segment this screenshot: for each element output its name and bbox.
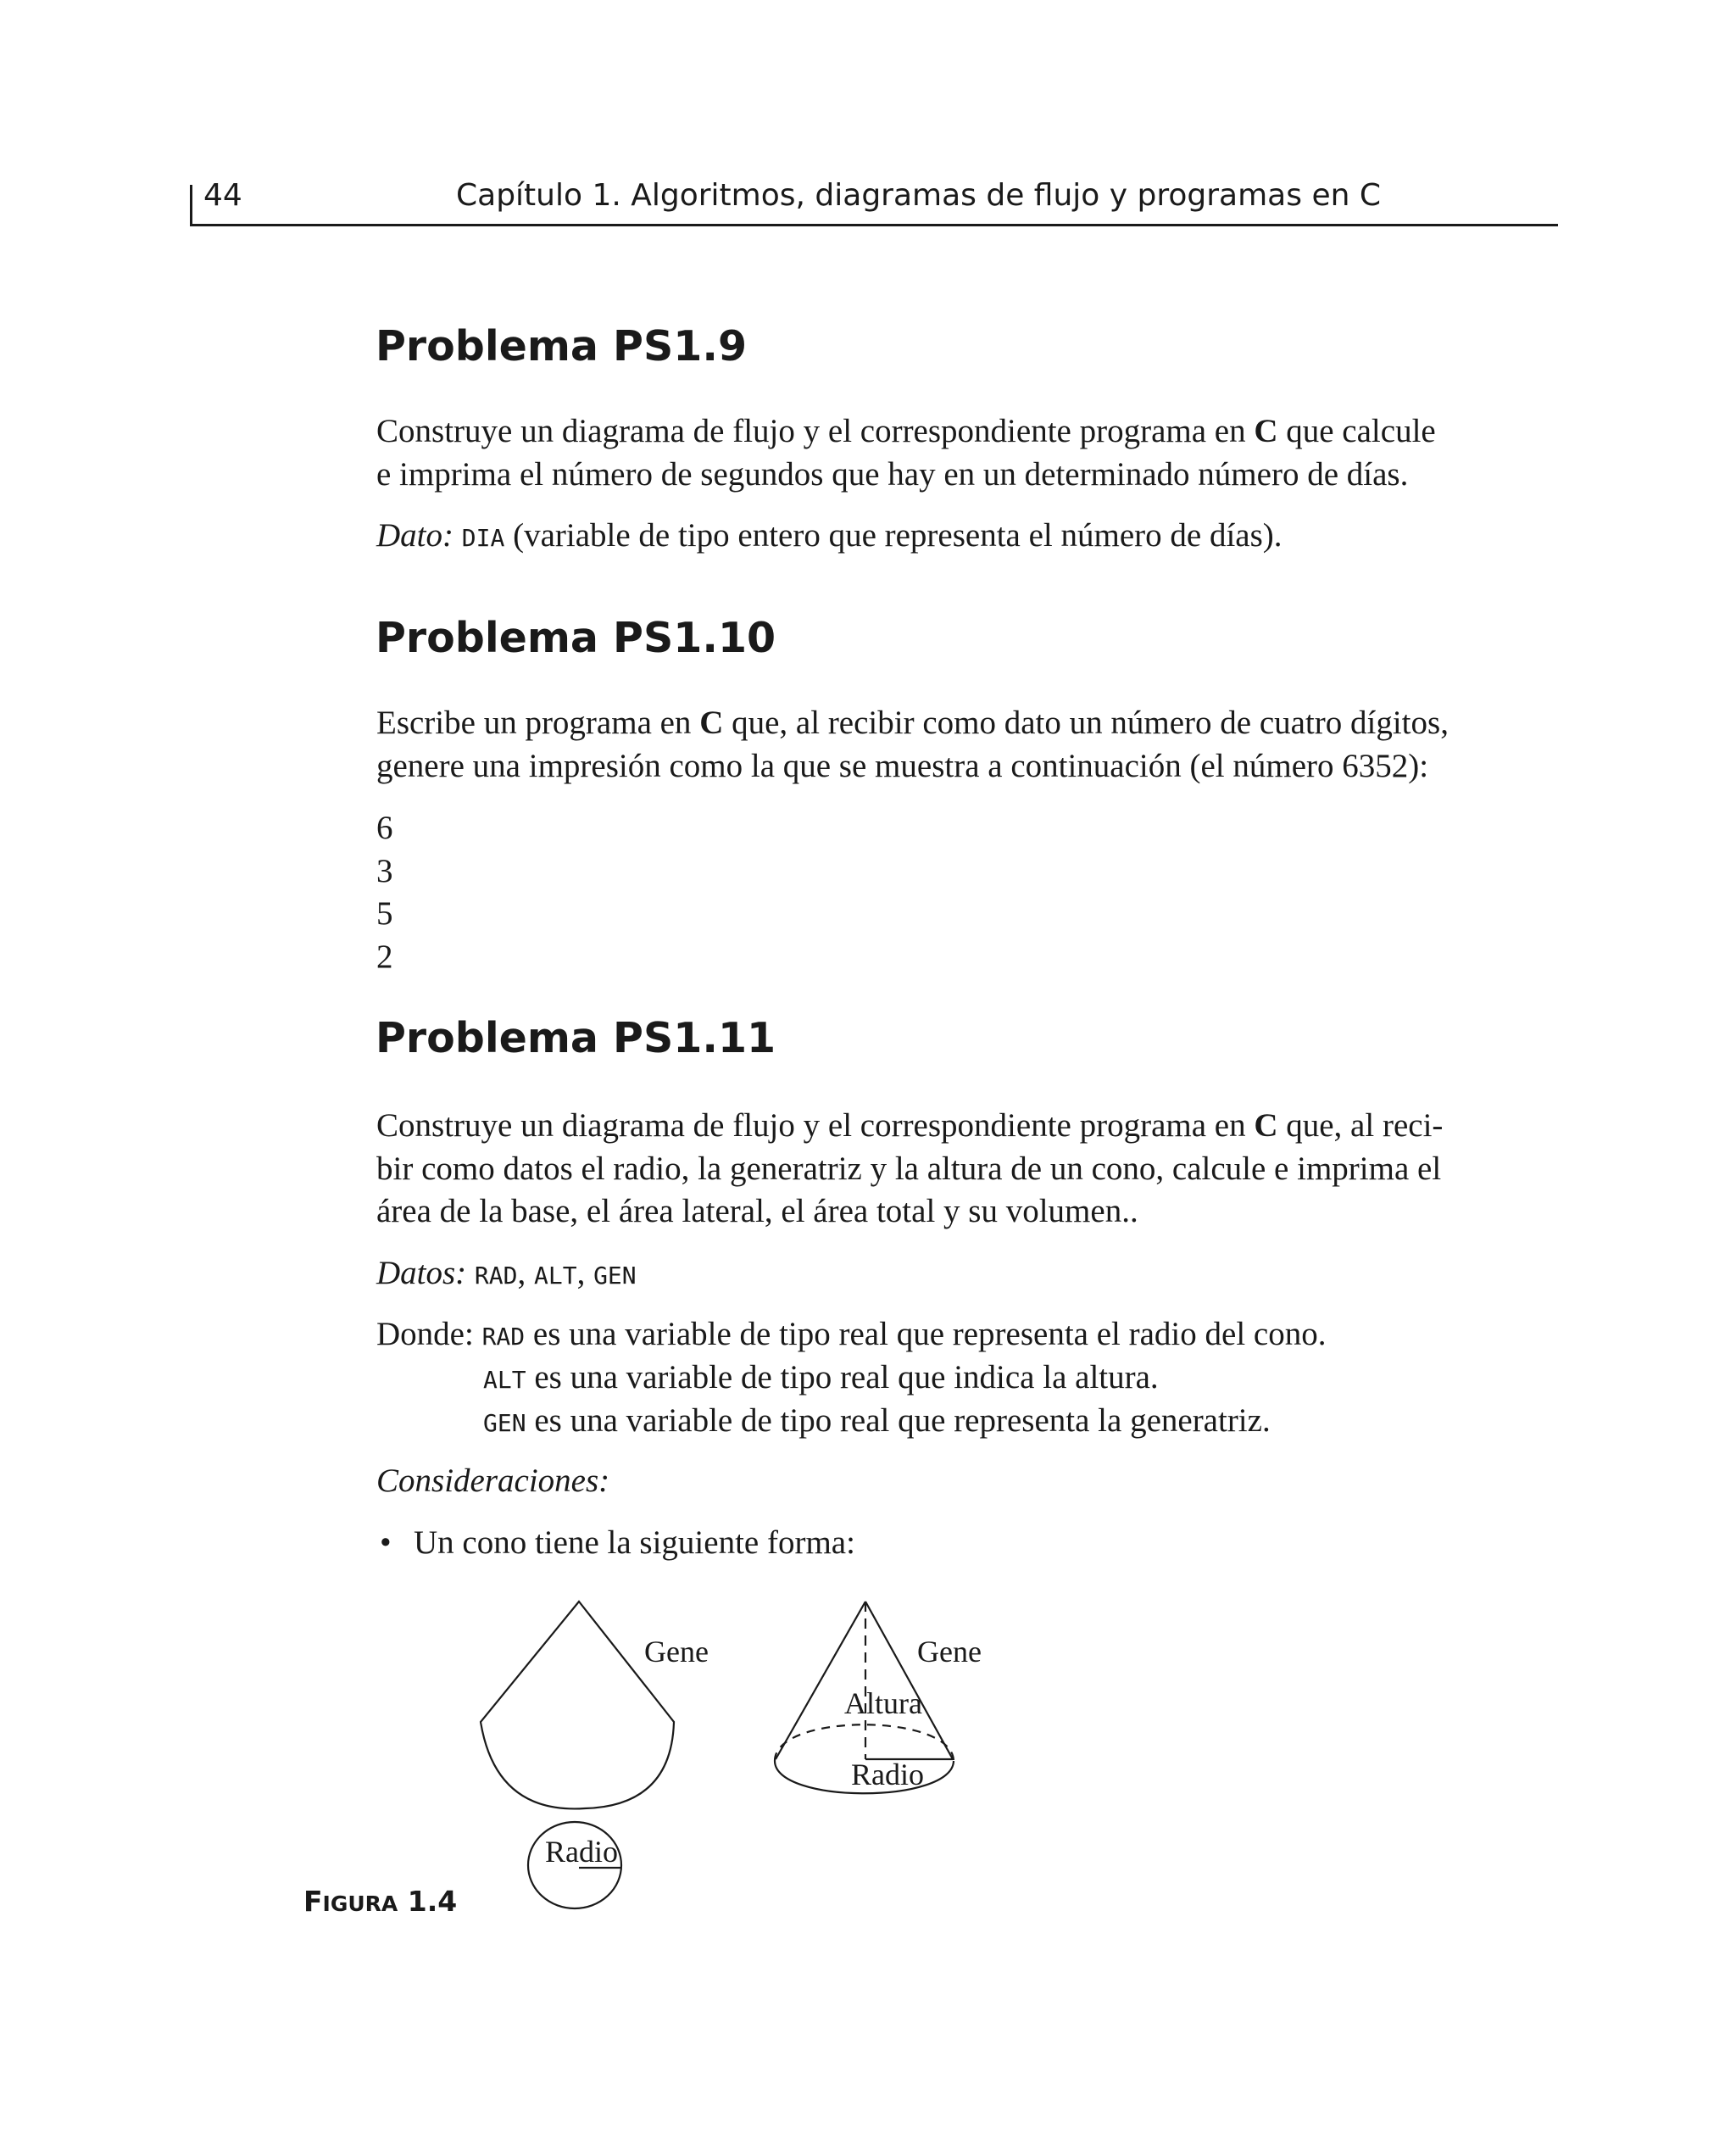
ps1-11-line-1: Construye un diagrama de flujo y el correspondiente programa en C que, al reci- [376, 1107, 1444, 1144]
digit-line: 2 [376, 939, 393, 975]
bullet-text: Un cono tiene la siguiente forma: [414, 1524, 855, 1561]
running-header-title: Capítulo 1. Algoritmos, diagramas de flujo y programas en C [456, 178, 1381, 213]
ps1-11-donde-rad: Donde: RAD es una variable de tipo real que representa el radio del cono. [376, 1316, 1327, 1352]
ps1-11-line-3: área de la base, el área lateral, el área total y su volumen.. [376, 1193, 1138, 1229]
cone-left-side [776, 1602, 865, 1759]
ps1-9-line-2: e imprima el número de segundos que hay en un determinado número de días. [376, 456, 1409, 493]
digit-line: 3 [376, 853, 393, 889]
ps1-10-line-1: Escribe un programa en C que, al recibir como dato un número de cuatro dígitos, [376, 705, 1449, 741]
label-radio-left: Radio [545, 1835, 618, 1869]
ps1-11-donde-gen: GEN es una variable de tipo real que representa la generatriz. [483, 1402, 1271, 1439]
heading-ps1-9: Problema PS1.9 [376, 322, 748, 370]
heading-ps1-10: Problema PS1.10 [376, 614, 776, 662]
ps1-11-donde-alt: ALT es una variable de tipo real que indica la altura. [483, 1359, 1159, 1396]
label-radio-right: Radio [851, 1758, 924, 1791]
label-gene-right: Gene [917, 1635, 982, 1669]
ps1-9-dato: Dato: DIA (variable de tipo entero que representa el número de días). [376, 517, 1283, 554]
label-altura: Altura [844, 1686, 922, 1720]
label-gene-left: Gene [644, 1635, 709, 1669]
figure-caption: FIGURA 1.4 [303, 1885, 458, 1918]
ps1-10-line-2: genere una impresión como la que se muestra a continuación (el número 6352): [376, 748, 1429, 784]
cone-base-back [775, 1724, 954, 1761]
bullet-marker: • [380, 1524, 392, 1561]
heading-ps1-11: Problema PS1.11 [376, 1014, 776, 1062]
digit-line: 6 [376, 810, 393, 846]
cone-right-side [865, 1602, 953, 1759]
page-number: 44 [203, 178, 242, 213]
digit-line: 5 [376, 895, 393, 932]
ps1-11-datos: Datos: RAD, ALT, GEN [376, 1255, 637, 1291]
consideraciones-label: Consideraciones: [376, 1462, 610, 1499]
ps1-9-line-1: Construye un diagrama de flujo y el correspondiente programa en C que calcule [376, 413, 1436, 449]
lateral-sector-shape [481, 1602, 674, 1808]
ps1-11-line-2: bir como datos el radio, la generatriz y la altura de un cono, calcule e imprima el [376, 1150, 1442, 1187]
